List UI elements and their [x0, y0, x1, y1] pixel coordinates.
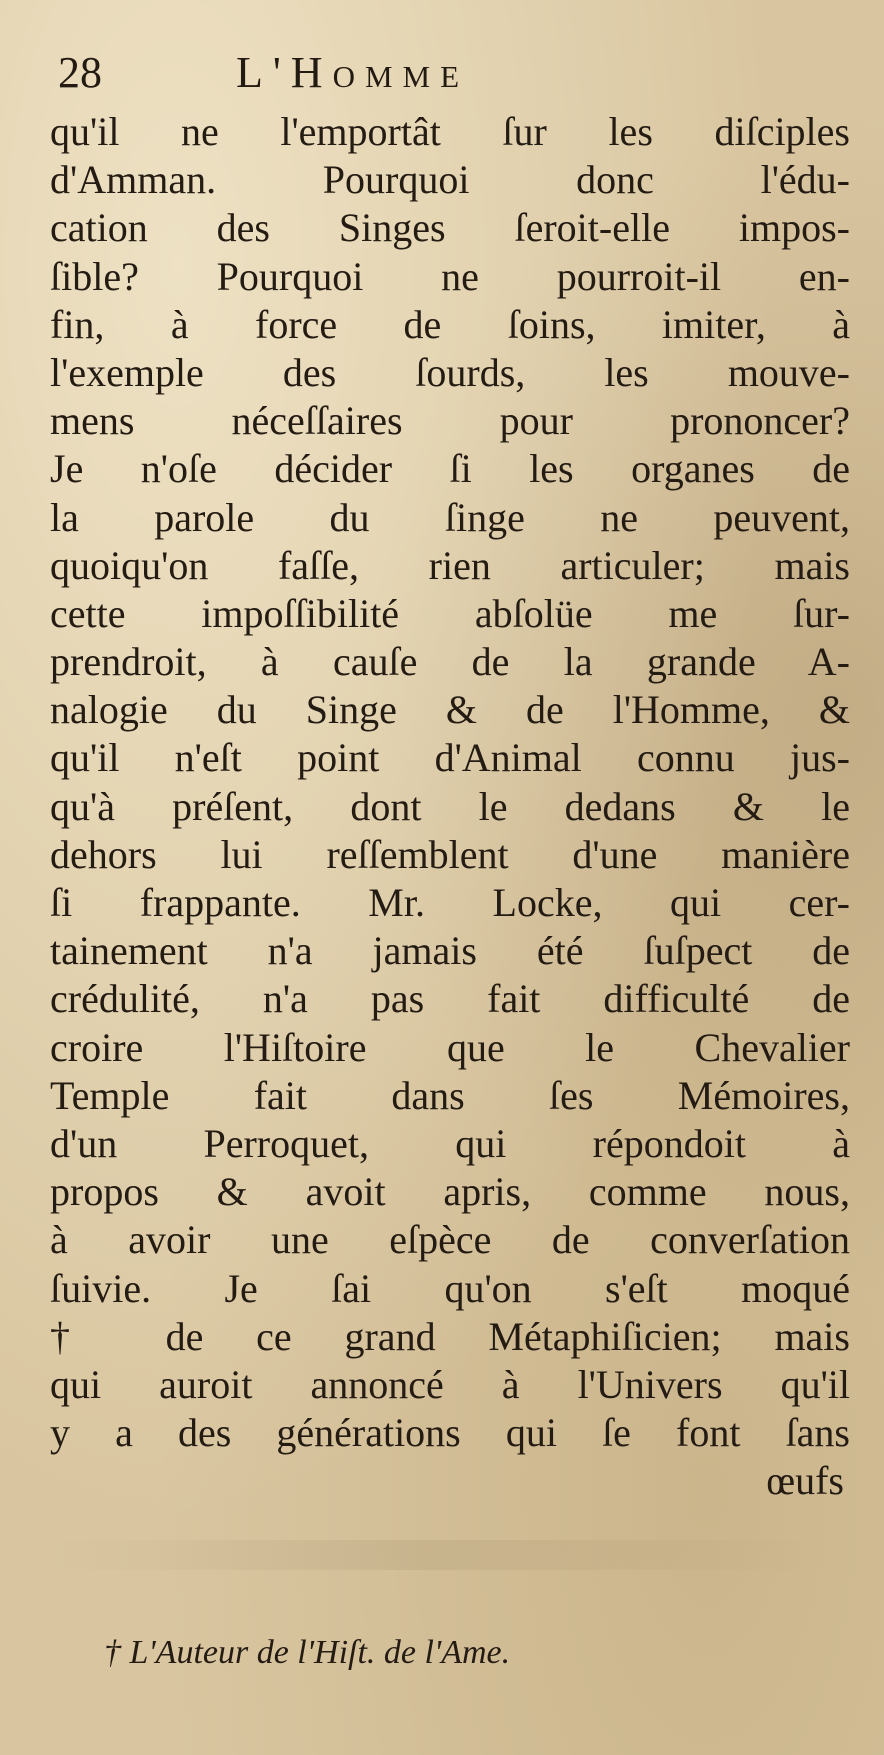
- text-line: d'Amman. Pourquoi donc l'édu-: [50, 157, 850, 203]
- text-line: à avoir une eſpèce de converſation: [50, 1217, 850, 1263]
- body-text: [50, 108, 850, 1505]
- text-line: cation des Singes ſeroit-elle impos-: [50, 205, 850, 251]
- text-line: Temple fait dans ſes Mémoires,: [50, 1072, 850, 1118]
- text-line: qu'il ne l'emportât ſur les diſciples: [50, 109, 850, 154]
- text-line: ſible? Pourquoi ne pourroit-il en-: [50, 253, 850, 299]
- text-line: fin, à force de ſoins, imiter, à: [50, 301, 850, 347]
- text-line: quoiqu'on faſſe, rien articuler; mais: [50, 542, 850, 588]
- text-line: mens néceſſaires pour prononcer?: [50, 398, 850, 444]
- text-line: qu'à préſent, dont le dedans & le: [50, 783, 850, 829]
- text-line: l'exemple des ſourds, les mouve-: [50, 349, 850, 395]
- text-line: la parole du ſinge ne peuvent,: [50, 494, 850, 540]
- running-head: [58, 38, 858, 108]
- text-line: qu'il n'eſt point d'Animal connu jus-: [50, 735, 850, 781]
- text-line: tainement n'a jamais été ſuſpect de: [50, 928, 850, 974]
- text-line: crédulité, n'a pas fait difficulté de: [50, 976, 850, 1022]
- text-line: qui auroit annoncé à l'Univers qu'il: [50, 1361, 850, 1407]
- text-line: † de ce grand Métaphiſicien; mais: [50, 1313, 850, 1359]
- text-line: nalogie du Singe & de l'Homme, &: [50, 687, 850, 733]
- text-line: prendroit, à cauſe de la grande A-: [50, 639, 850, 685]
- text-line: propos & avoit apris, comme nous,: [50, 1169, 850, 1215]
- bleed-through-shadow: [40, 1540, 820, 1570]
- text-line: d'un Perroquet, qui répondoit à: [50, 1120, 850, 1166]
- text-line: ſuivie. Je ſai qu'on s'eſt moqué: [50, 1265, 850, 1311]
- text-line: cette impoſſibilité abſolüe me ſur-: [50, 590, 850, 636]
- text-line: ſi frappante. Mr. Locke, qui cer-: [50, 880, 850, 925]
- text-line: Je n'oſe décider ſi les organes de: [50, 446, 850, 492]
- page-number: 28: [58, 48, 102, 97]
- catchword: œufs: [766, 1458, 844, 1504]
- text-line: croire l'Hiſtoire que le Chevalier: [50, 1024, 850, 1070]
- footnote: † L'Auteur de l'Hiſt. de l'Ame.: [104, 1634, 511, 1671]
- running-title: L'Homme: [236, 48, 470, 97]
- text-line: y a des générations qui ſe font ſans: [50, 1410, 850, 1456]
- text-line: dehors lui reſſemblent d'une manière: [50, 831, 850, 877]
